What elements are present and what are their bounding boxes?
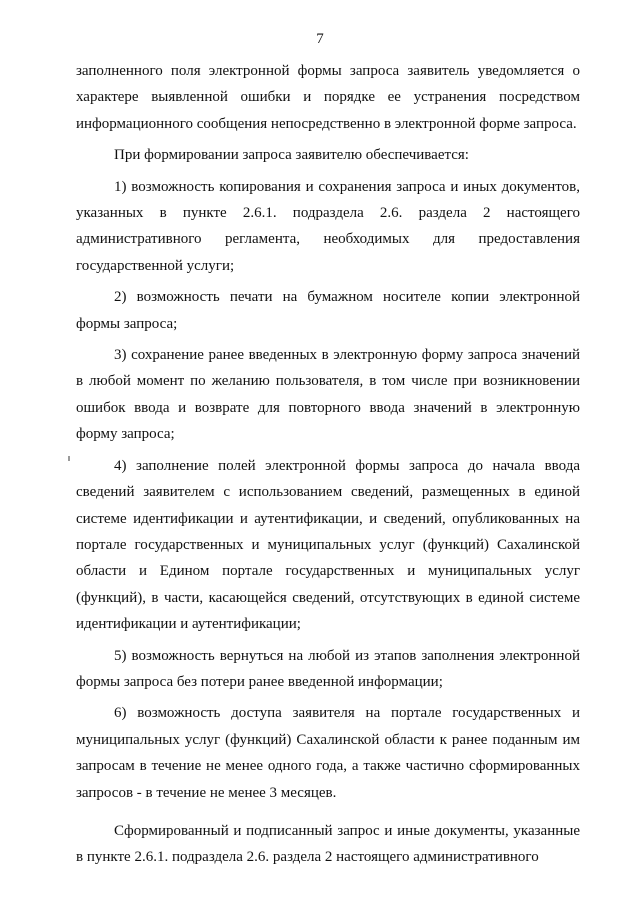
list-item-6: 6) возможность доступа заявителя на портале государственных и муниципальных услуг (функций) Сахалинской области к ранее поданным им запросам в течение не менее одного года, а также частично сформированных запросов - в течение не менее 3 месяцев. [76, 705, 580, 801]
paragraph-final: Сформированный и подписанный запрос и иные документы, указанные в пункте 2.6.1. подраздела 2.6. раздела 2 настоящего административного [76, 822, 580, 866]
paragraph-continuation: заполненного поля электронной формы запроса заявитель уведомляется о характере выявленной ошибки и порядке ее устранения посредством информационного сообщения непосредственно в электронной форме запроса. [76, 63, 580, 132]
list-item-5: 5) возможность вернуться на любой из этапов заполнения электронной формы запроса без потери ранее введенной информации; [76, 647, 580, 690]
scan-mark [68, 456, 70, 461]
list-item-3: 3) сохранение ранее введенных в электронную форму запроса значений в любой момент по желанию пользователя, в том числе при возникновении ошибок ввода и возврате для повторного ввода значений в электронную форму запроса; [76, 347, 580, 443]
list-item-2: 2) возможность печати на бумажном носителе копии электронной формы запроса; [76, 289, 580, 332]
list-item-4: 4) заполнение полей электронной формы запроса до начала ввода сведений заявителем с использованием сведений, размещенных в единой системе идентификации и аутентификации, и сведений, опубликованных на портале государственных и муниципальных услуг (функций) Сахалинской области и Едином портале государственных и муниципальных услуг (функций), в части, касающейся сведений, отсутствующих в единой системе идентификации и аутентификации; [76, 457, 580, 633]
document-body [76, 58, 580, 871]
paragraph-intro: При формировании запроса заявителю обеспечивается: [114, 147, 469, 164]
list-item-1: 1) возможность копирования и сохранения запроса и иных документов, указанных в пункте 2.6.1. подраздела 2.6. раздела 2 настоящего административного регламента, необходимых для предоставления государственной услуги; [76, 178, 580, 274]
page-number: 7 [316, 31, 324, 47]
